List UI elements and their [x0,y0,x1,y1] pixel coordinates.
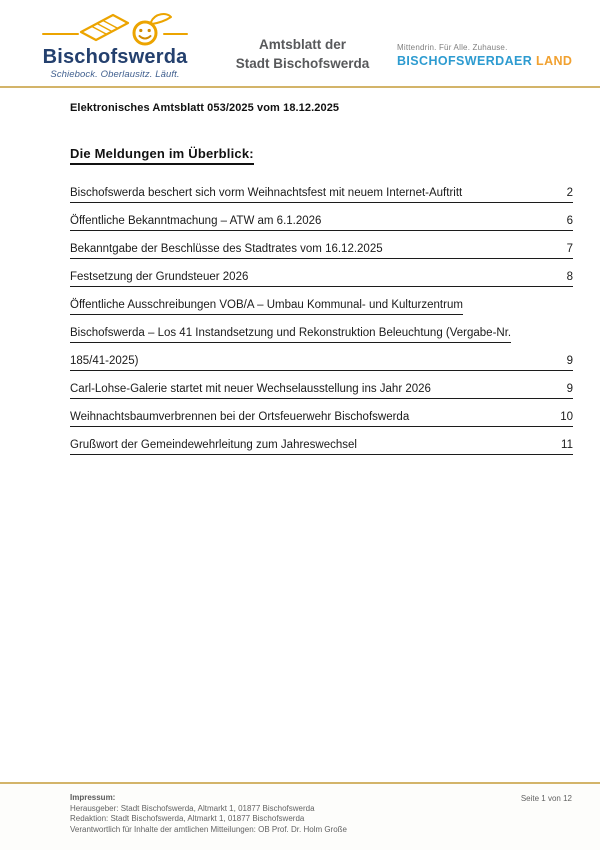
overview-heading: Die Meldungen im Überblick: [70,146,254,165]
toc-entry-title[interactable]: Bischofswerda beschert sich vorm Weihnachtsfest mit neuem Internet-Auftritt [70,187,463,199]
toc-entry-title[interactable]: Bischofswerda – Los 41 Instandsetzung und Rekonstruktion Beleuchtung (Vergabe-Nr. [70,327,511,343]
regional-brand [397,43,585,68]
toc-entry-title[interactable]: Grußwort der Gemeindewehrleitung zum Jahreswechsel [70,439,357,451]
toc-entry[interactable] [70,259,573,287]
toc-entry-title[interactable]: Festsetzung der Grundsteuer 2026 [70,271,249,283]
toc-page-number: 8 [566,271,573,283]
imprint-line: Verantwortlich für Inhalte der amtlichen Mitteilungen: OB Prof. Dr. Holm Große [70,824,348,834]
masthead [0,0,600,88]
toc-entry-title[interactable]: Öffentliche Ausschreibungen VOB/A – Umbau Kommunal- und Kulturzentrum [70,299,463,315]
smiley-mascot-icon [40,10,190,46]
toc-page-number: 7 [566,243,573,255]
toc-page-number: 6 [566,215,573,227]
toc-page-number: 2 [566,187,573,199]
city-logo [40,10,190,80]
toc-entry-title[interactable]: 185/41-2025) [70,355,139,367]
toc-entry[interactable] [70,175,573,203]
toc-entry-title[interactable]: Weihnachtsbaumverbrennen bei der Ortsfeuerwehr Bischofswerda [70,411,410,423]
toc-entry[interactable] [70,315,573,343]
toc-entry-title[interactable]: Carl-Lohse-Galerie startet mit neuer Wechselausstellung ins Jahr 2026 [70,383,431,395]
logo-tagline: Schiebock. Oberlausitz. Läuft. [50,69,180,80]
brand-name [397,54,585,68]
toc-entry[interactable] [70,287,573,315]
page-indicator: Seite 1 von 12 [520,794,572,803]
toc-page-number: 9 [566,355,573,367]
page-footer [0,782,600,850]
toc-entry[interactable] [70,427,573,455]
brand-name-orange: LAND [536,54,573,68]
imprint-line: Redaktion: Stadt Bischofswerda, Altmarkt 1, 01877 Bischofswerda [70,814,305,823]
masthead-title-line1: Amtsblatt der [258,37,346,52]
toc-entry-title[interactable]: Bekanntgabe der Beschlüsse des Stadtrates vom 16.12.2025 [70,243,383,255]
issue-title: Elektronisches Amtsblatt 053/2025 vom 18.12.2025 [70,102,340,114]
toc-entry[interactable] [70,399,573,427]
toc-page-number: 9 [566,383,573,395]
brand-name-blue: BISCHOFSWERDAER [397,54,533,68]
toc-page-number: 10 [560,411,573,423]
imprint [70,793,347,835]
toc-entry[interactable] [70,203,573,231]
imprint-heading: Impressum: [70,793,116,802]
logo-city-name: Bischofswerda [42,46,188,68]
table-of-contents [70,175,573,455]
toc-entry[interactable] [70,231,573,259]
masthead-title-line2: Stadt Bischofswerda [235,55,370,71]
toc-page-number: 11 [561,439,573,451]
toc-entry[interactable] [70,371,573,399]
toc-entry-title[interactable]: Öffentliche Bekanntmachung – ATW am 6.1.2026 [70,215,322,227]
imprint-line: Herausgeber: Stadt Bischofswerda, Altmarkt 1, 01877 Bischofswerda [70,803,315,813]
masthead-title [215,36,390,74]
toc-entry[interactable] [70,343,573,371]
brand-slogan: Mittendrin. Für Alle. Zuhause. [397,43,508,52]
content-area [70,90,573,455]
